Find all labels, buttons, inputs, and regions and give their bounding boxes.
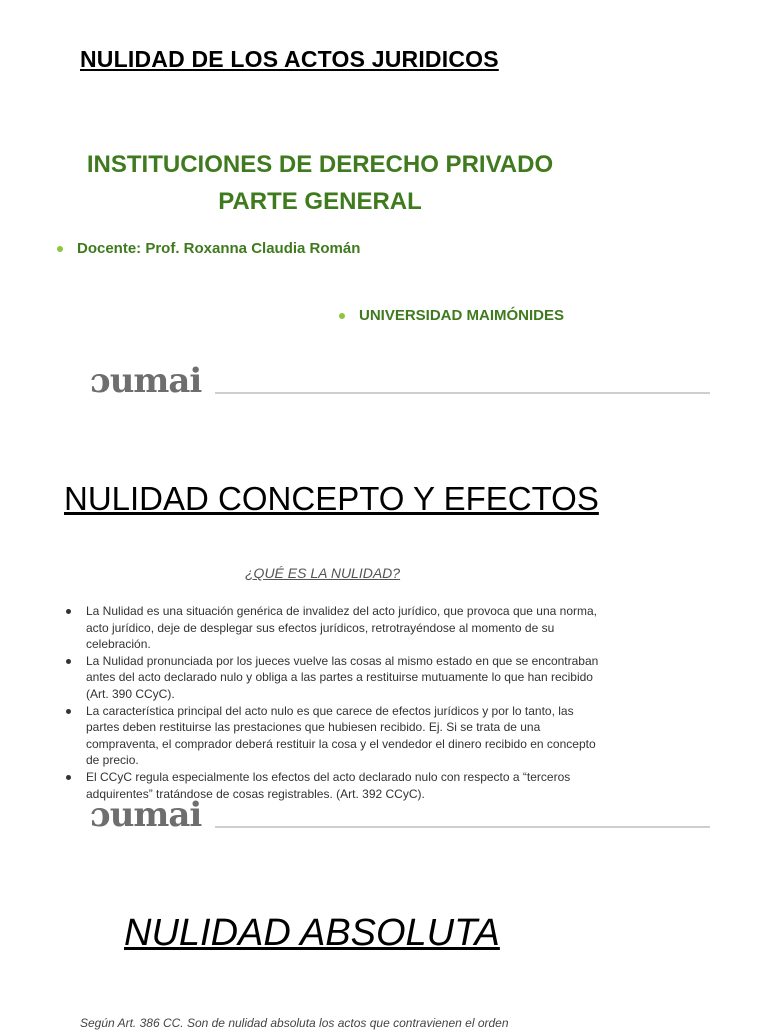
logo-divider: [215, 826, 710, 828]
question-heading: ¿QUÉ ES LA NULIDAD?: [245, 565, 401, 581]
list-item: La Nulidad es una situación genérica de invalidez del acto jurídico, que provoca que una norma, acto jurídico, deje de desplegar sus efectos jurídicos, retrotrayéndose al momento de su celebración.: [64, 603, 604, 653]
list-item: La característica principal del acto nulo es que carece de efectos jurídicos y por lo tanto, las partes deben restituirse las prestaciones que hubiesen recibido. Ej. Si se trata de una compraventa, el comprador deberá restituir la cosa y el vendedor el dinero recibido en concepto de precio.: [64, 703, 604, 769]
umai-logo-row: [90, 358, 710, 401]
bullet-dot-icon: [57, 246, 63, 252]
bullet-dot-icon: [339, 313, 345, 319]
umai-logo-row: [90, 792, 710, 835]
list-item: El CCyC regula especialmente los efectos del acto declarado nulo con respecto a “terceros adquirentes” tratándose de cosas registrables. (Art. 392 CCyC).: [64, 769, 604, 802]
document-title: NULIDAD DE LOS ACTOS JURIDICOS: [80, 46, 499, 72]
university-item: [339, 307, 564, 324]
course-title: [40, 146, 600, 220]
teacher-item: [57, 240, 360, 257]
logo-divider: [215, 392, 710, 394]
section-heading: NULIDAD CONCEPTO Y EFECTOS: [64, 480, 599, 517]
absolute-nullity-heading: NULIDAD ABSOLUTA: [124, 912, 500, 954]
course-title-line1: INSTITUCIONES DE DERECHO PRIVADO: [86, 151, 554, 178]
university-name: UNIVERSIDAD MAIMÓNIDES: [359, 307, 565, 324]
teacher-name: Docente: Prof. Roxanna Claudia Román: [77, 240, 361, 257]
cutoff-paragraph: Según Art. 386 CC. Son de nulidad absoluta los actos que contravienen el orden: [80, 1016, 509, 1030]
course-title-line2: PARTE GENERAL: [218, 188, 422, 215]
umai-logo: ɔumai: [90, 361, 202, 401]
concept-bullet-list: [64, 603, 604, 802]
umai-logo: ɔumai: [90, 795, 202, 835]
list-item: La Nulidad pronunciada por los jueces vuelve las cosas al mismo estado en que se encontraban antes del acto declarado nulo y obliga a las partes a restituirse mutuamente lo que han recibido (Art. 390 CCyC).: [64, 653, 604, 703]
